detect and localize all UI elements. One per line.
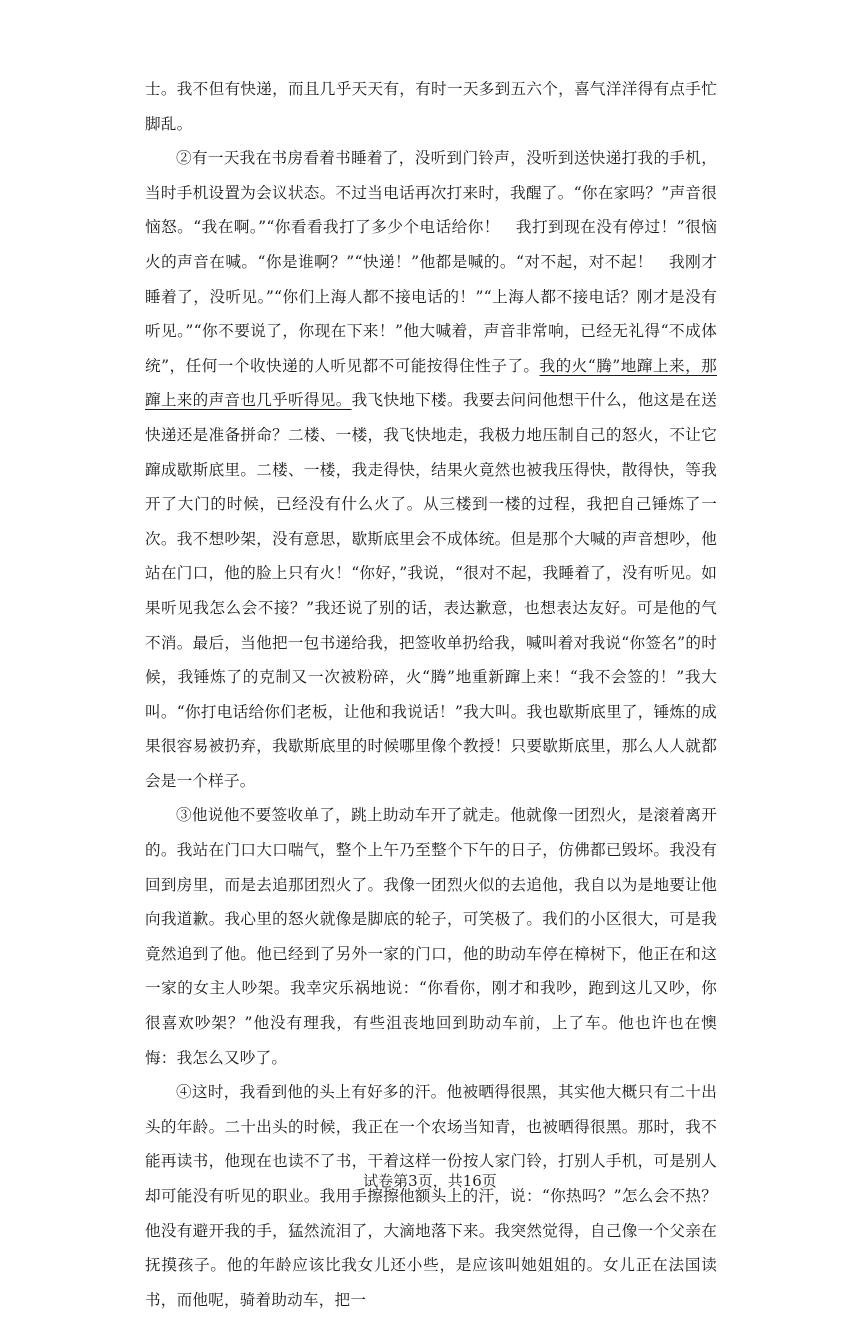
passage-body [145,72,717,1317]
paragraph-2 [145,141,717,798]
paragraph-1-continued: 士。我不但有快递，而且几乎天天有，有时一天多到五六个，喜气洋洋得有点手忙脚乱。 [145,80,717,133]
paragraph-3: ③他说他不要签收单了，跳上助动车开了就走。他就像一团烈火，是滚着离开的。我站在门口大口喘气，整个上午乃至整个下午的日子，仿佛都已毁坏。我没有回到房里，而是去追那团烈火了。我像一团烈火似的去追他，我自以为是地要让他向我道歉。我心里的怒火就像是脚底的轮子，可笑极了。我们的小区很大，可是我竟然追到了他。他已经到了另外一家的门口，他的助动车停在樟树下，他正在和这一家的女主人吵架。我幸灾乐祸地说：“你看你，刚才和我吵，跑到这儿又吵，你很喜欢吵架？”他没有理我，有些沮丧地回到助动车前，上了车。他也许也在懊悔：我怎么又吵了。 [145,806,717,1067]
paragraph-2-underlined-sentence: 我的火“腾”地蹿上来，那蹿上来的声音也几乎听得见。 [145,356,717,410]
page-number-footer: 试卷第3页，共16页 [363,1172,497,1190]
paragraph-2-text-before: ②有一天我在书房看着书睡着了，没听到门铃声，没听到送快递打我的手机，当时手机设置为会议状态。不过当电话再次打来时，我醒了。“你在家吗？”声音很恼怒。“我在啊。”“你看看我打了多少个电话给你！ 我打到现在没有停过！”很恼火的声音在喊。“你是谁啊？”“快递！”他都是喊的。“对不起，对不起！ 我刚才睡着了，没听见。”“你们上海人都不接电话的！”“上海人都不接电话？刚才是没有听见。”“你不要说了，你现在下来！”他大喊着，声音非常响，已经无礼得“不成体统”，任何一个收快递的人听见都不可能按得住性子了。 [145,149,717,375]
paragraph-2-text-after: 我飞快地下楼。我要去问问他想干什么，他这是在送快递还是准备拼命？二楼、一楼，我飞快地走，我极力地压制自己的怒火，不让它蹿成歇斯底里。二楼、一楼，我走得快，结果火竟然也被我压得快，散得快，等我开了大门的时候，已经没有什么火了。从三楼到一楼的过程，我把自己锤炼了一次。我不想吵架，没有意思，歇斯底里会不成体统。但是那个大喊的声音想吵，他站在门口，他的脸上只有火！“你好，”我说，“很对不起，我睡着了，没有听见。如果听见我怎么会不接？”我还说了别的话，表达歉意，也想表达友好。可是他的气不消。最后，当他把一包书递给我，把签收单扔给我，喊叫着对我说“你签名”的时候，我锤炼了的克制又一次被粉碎，火“腾”地重新蹿上来！“我不会签的！”我大叫。“你打电话给你们老板，让他和我说话！”我大叫。我也歇斯底里了，锤炼的成果很容易被扔弃，我歇斯底里的时候哪里像个教授！只要歇斯底里，那么人人就都会是一个样子。 [145,391,717,790]
paragraph-4: ④这时，我看到他的头上有好多的汗。他被晒得很黑，其实他大概只有二十出头的年龄。二十出头的时候，我正在一个农场当知青，也被晒得很黑。那时，我不能再读书，他现在也读不了书，干着这样一份按人家门铃，打别人手机，可是别人却可能没有听见的职业。我用手擦擦他额头上的汗，说：“你热吗？”怎么会不热？他没有避开我的手，猛然流泪了，大滴地落下来。我突然觉得，自己像一个父亲在抚摸孩子。他的年龄应该比我女儿还小些，是应该叫她姐姐的。女儿正在法国读书，而他呢，骑着助动车，把一 [145,1083,717,1309]
